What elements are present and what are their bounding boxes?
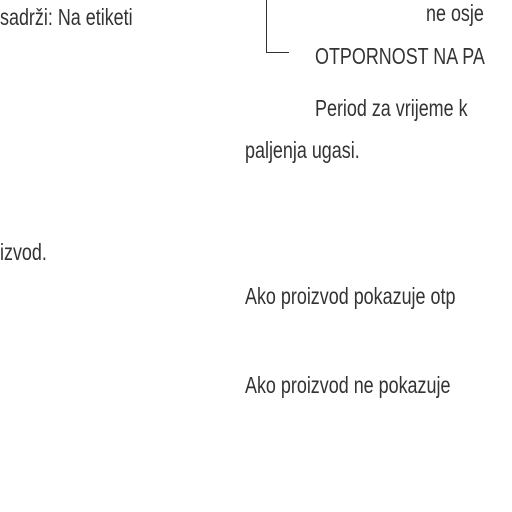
paragraph-3: Ako proizvod ne pokazuje <box>245 372 451 398</box>
left-text-line-2: izvod. <box>0 239 47 265</box>
section-heading: OTPORNOST NA PA <box>315 43 485 69</box>
paragraph-2: Ako proizvod pokazuje otp <box>245 283 456 309</box>
left-text-line-1: sadrži: Na etiketi <box>0 4 133 30</box>
bracket-connector <box>266 0 289 53</box>
paragraph-1-line-1: Period za vrijeme k <box>315 95 468 121</box>
paragraph-1-line-2: paljenja ugasi. <box>245 137 360 163</box>
right-text-line-1: ne osje <box>426 0 484 26</box>
